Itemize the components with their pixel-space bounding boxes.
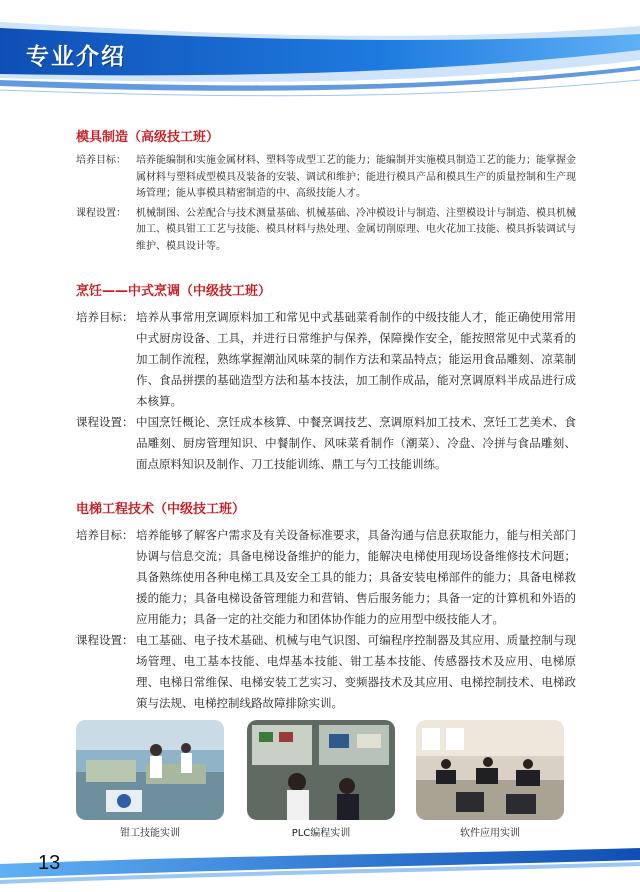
page-title: 专业介绍 xyxy=(26,44,126,70)
row-label: 培养目标： xyxy=(76,310,134,324)
section-title: 模具制造（高级技工班） xyxy=(76,130,220,145)
photo-caption: 软件应用实训 xyxy=(460,828,520,839)
section-title: 烹饪——中式烹调（中级技工班） xyxy=(76,284,272,299)
row-text: 培养从事常用烹调原料加工和常见中式基础菜肴制作的中级技能人才，能正确使用常用中式厨房设备、工具，并进行日常维护与保养，保障操作安全，能按照常见中式菜肴的加工制作流程，熟练掌握潮汕风味菜的制作方法和菜品特点；能运用食品雕刻、凉菜制作、食品拼摆的基础造型方法和基本技法，加工制作成品，能对烹调原料半成品进行成本核算。 xyxy=(136,310,576,408)
section-elevator xyxy=(76,498,576,714)
row-label: 课程设置： xyxy=(76,415,134,429)
photo-plc-training xyxy=(247,720,395,820)
section-mould-making xyxy=(76,126,576,255)
section-title: 电梯工程技术（中级技工班） xyxy=(76,502,246,517)
header-banner xyxy=(0,0,640,108)
training-goal-row xyxy=(76,525,576,630)
row-label: 课程设置： xyxy=(76,207,126,219)
row-text: 培养能编制和实施金属材料、塑料等成型工艺的能力；能编制并实施模具制造工艺的能力；能掌握金属材料与塑料成型模具及装备的安装、调试和维护；能进行模具产品和模具生产的质量控制和生产现场管理；能从事模具精密制造的中、高级技能人才。 xyxy=(136,155,576,199)
photo-caption: PLC编程实训 xyxy=(291,828,351,839)
section-cooking xyxy=(76,280,576,475)
curriculum-row xyxy=(76,206,576,256)
row-text: 电工基础、电子技术基础、机械与电气识图、可编程序控制器及其应用、质量控制与现场管理、电工基本技能、电焊基本技能、钳工基本技能、传感器技术及应用、电梯原理、电梯日常维保、电梯安装工艺实习、变频器技术及其应用、电梯控制技术、电梯政策与法规、电梯控制线路故障排除实训。 xyxy=(136,633,576,710)
photo-caption: 钳工技能实训 xyxy=(120,828,180,839)
photo-fitter-training xyxy=(76,720,224,820)
row-label: 培养目标： xyxy=(76,528,134,542)
footer-wave xyxy=(0,846,640,892)
row-text: 培养能够了解客户需求及有关设备标准要求，具备沟通与信息获取能力，能与相关部门协调与信息交流；具备电梯设备维护的能力，能解决电梯使用现场设备维修技术问题；具备熟练使用各种电梯工具及安全工具的能力；具备安装电梯部件的能力；具备电梯救援的能力；具备电梯设备管理能力和营销、售后服务能力；具备一定的计算机和外语的应用能力；具备一定的社交能力和团体协作能力的应用型中级技能人才。 xyxy=(136,528,576,626)
row-text: 中国烹饪概论、烹饪成本核算、中餐烹调技艺、烹调原料加工技术、烹饪工艺美术、食品雕刻、厨房管理知识、中餐制作、风味菜肴制作（潮菜）、冷盘、冷拼与食品雕刻、面点原料知识及制作、刀工技能训练、鼎工与勺工技能训练。 xyxy=(136,415,576,471)
curriculum-row xyxy=(76,630,576,714)
training-goal-row xyxy=(76,307,576,412)
row-text: 机械制图、公差配合与技术测量基础、机械基础、冷冲模设计与制造、注塑模设计与制造、模具机械加工、模具钳工工艺与技能、模具材料与热处理、金属切削原理、电火花加工技能、模具拆装调试与维护、模具设计等。 xyxy=(136,207,576,252)
curriculum-row xyxy=(76,412,576,475)
row-label: 课程设置： xyxy=(76,633,134,647)
training-goal-row xyxy=(76,153,576,203)
photo-software-training xyxy=(416,720,564,820)
photo-strip xyxy=(76,720,566,850)
row-label: 培养目标： xyxy=(76,155,126,166)
page-number: 13 xyxy=(38,852,61,874)
